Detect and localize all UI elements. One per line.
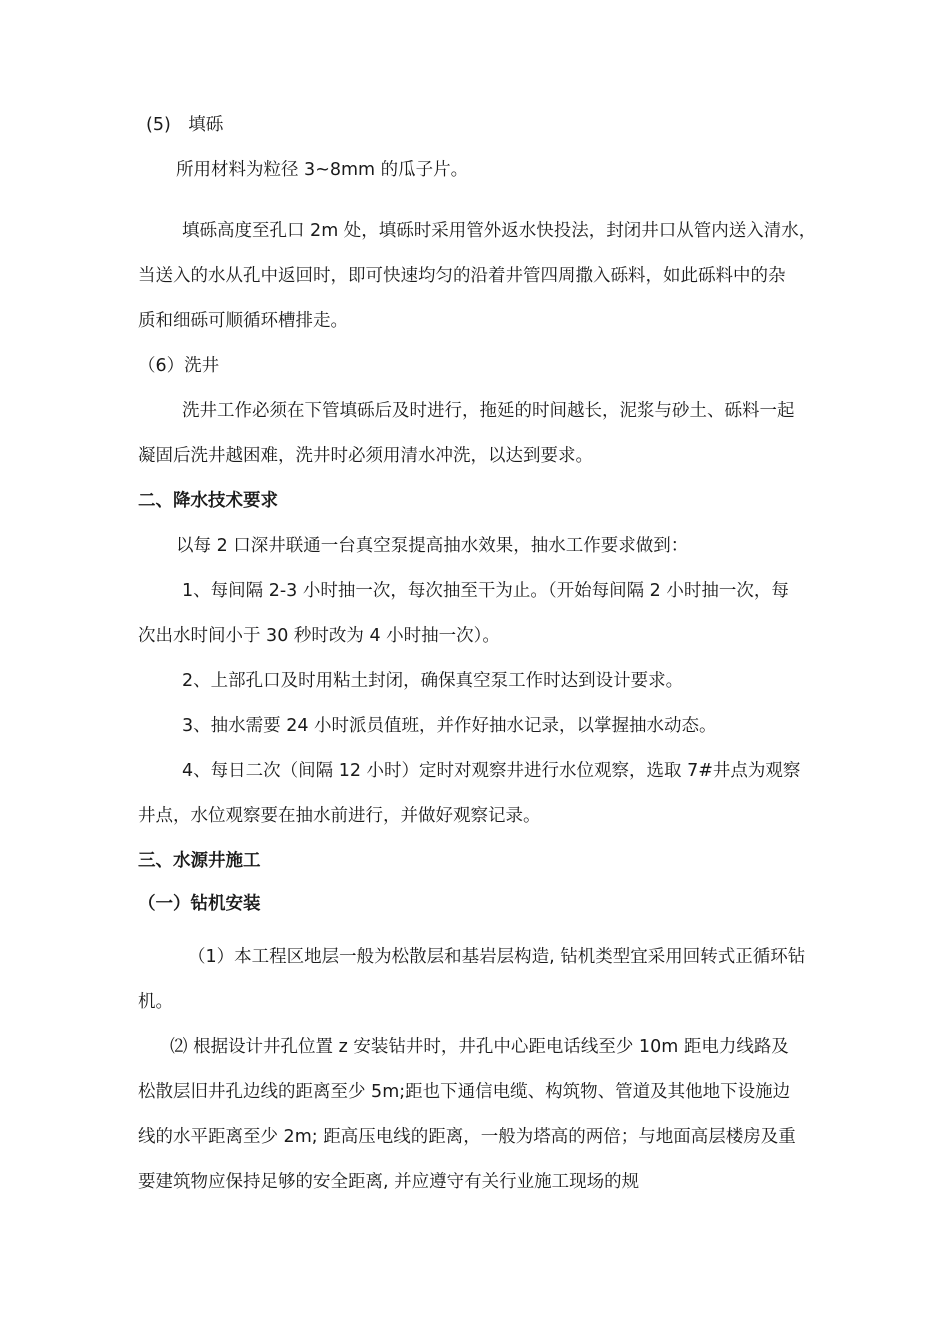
paragraph-1-line-1: （1）本工程区地层一般为松散层和基岩层构造, 钻机类型宜采用回转式正循环钻 [188,947,806,967]
list-item-3: 3、抽水需要 24 小时派员值班，并作好抽水记录，以掌握抽水动态。 [182,716,717,736]
paragraph-pump-intro: 以每 2 口深井联通一台真空泵提高抽水效果，抽水工作要求做到： [176,536,689,556]
paragraph-filling-line-3: 质和细砾可顺循环槽排走。 [138,311,348,331]
list-item-1-line-1: 1、每间隔 2-3 小时抽一次，每次抽至干为止。（开始每间隔 2 小时抽一次，每 [182,581,789,601]
paragraph-2-line-1: ⑵ 根据设计井孔位置 z 安装钻井时，井孔中心距电话线至少 10m 距电力线路及 [170,1037,789,1057]
paragraph-2-line-4: 要建筑物应保持足够的安全距离, 并应遵守有关行业施工现场的规 [138,1172,640,1192]
section-heading-water-source-well: 三、水源井施工 [138,851,261,871]
paragraph-2-line-2: 松散层旧井孔边线的距离至少 5m;距也下通信电缆、构筑物、管道及其他地下设施边 [138,1082,791,1102]
paragraph-2-line-3: 线的水平距离至少 2m; 距高压电线的距离，一般为塔高的两倍；与地面高层楼房及重 [138,1127,796,1147]
paragraph-1-line-2: 机。 [138,992,173,1012]
list-item-1-line-2: 次出水时间小于 30 秒时改为 4 小时抽一次）。 [138,626,500,646]
list-item-4-line-1: 4、每日二次（间隔 12 小时）定时对观察井进行水位观察，选取 7#井点为观察 [182,761,801,781]
section-heading-6-well-washing: （6）洗井 [138,356,220,376]
paragraph-filling-line-2: 当送入的水从孔中返回时，即可快速均匀的沿着井管四周撒入砾料，如此砾料中的杂 [138,266,786,286]
section-heading-dewatering-requirements: 二、降水技术要求 [138,491,278,511]
subsection-heading-drill-installation: （一）钻机安装 [138,894,261,914]
paragraph-filling-line-1: 填砾高度至孔口 2m 处，填砾时采用管外返水快投法，封闭井口从管内送入清水， [182,221,817,241]
paragraph-material: 所用材料为粒径 3~8mm 的瓜子片。 [176,160,469,180]
list-item-2: 2、上部孔口及时用粘土封闭，确保真空泵工作时达到设计要求。 [182,671,684,691]
paragraph-washing-line-2: 凝固后洗井越困难，洗井时必须用清水冲洗，以达到要求。 [138,446,593,466]
paragraph-washing-line-1: 洗井工作必须在下管填砾后及时进行，拖延的时间越长，泥浆与砂土、砾料一起 [182,401,795,421]
list-item-4-line-2: 井点，水位观察要在抽水前进行，并做好观察记录。 [138,806,541,826]
section-heading-5-gravel-filling: (5) 填砾 [146,115,224,135]
